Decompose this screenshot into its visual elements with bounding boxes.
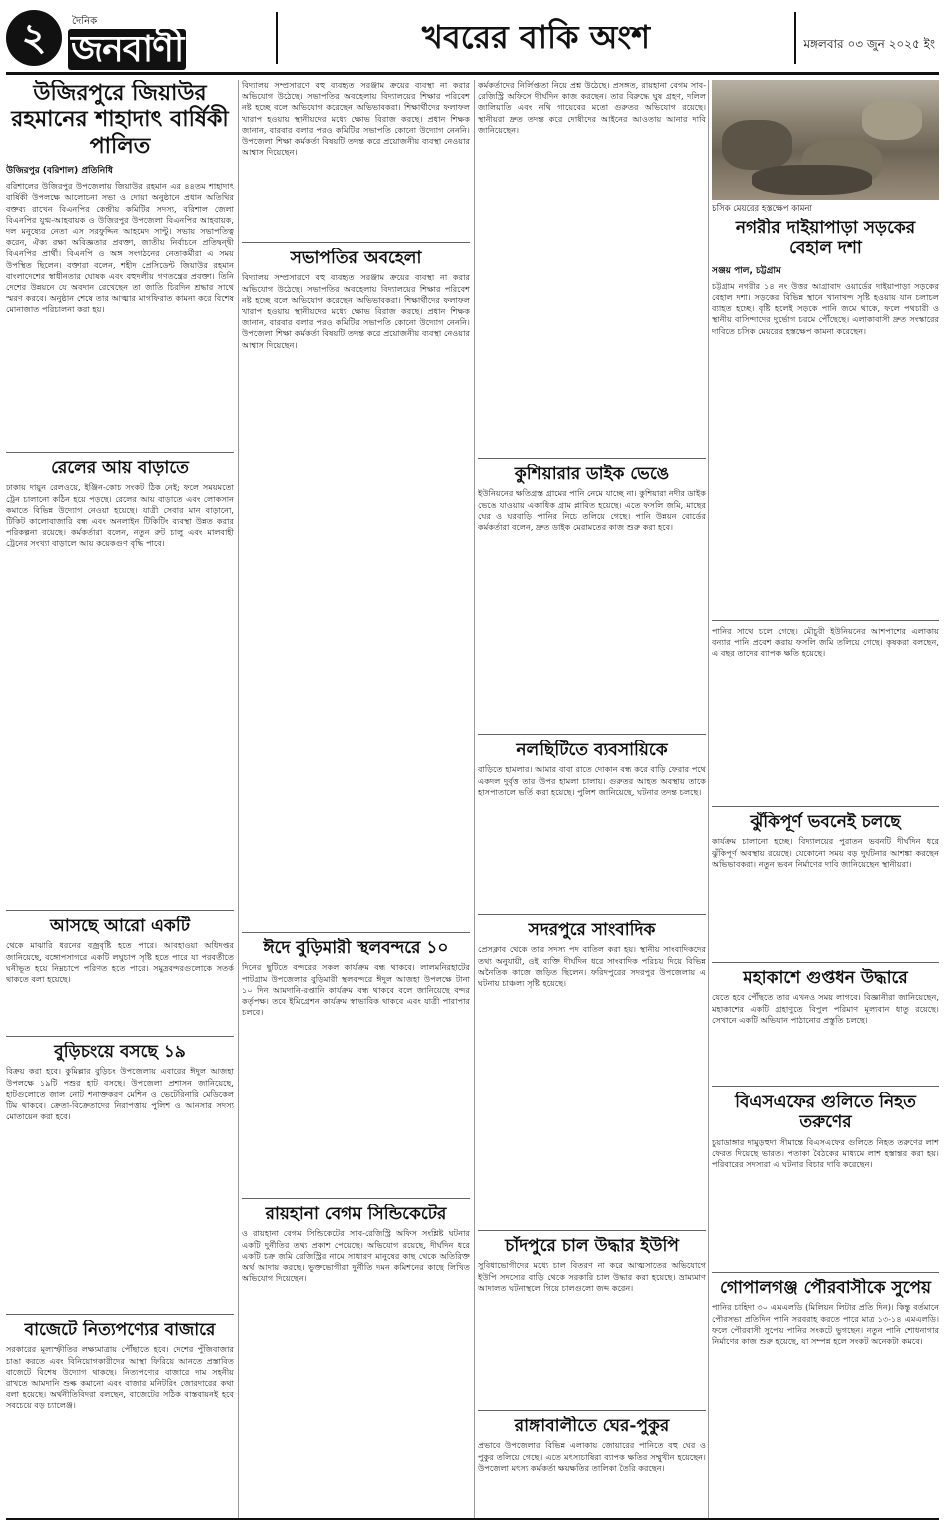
- story-raihana-syndicate: [242, 1204, 470, 1518]
- article-body: বরিশালের উজিরপুর উপজেলায় জিয়াউর রহমান এর ৪৪তম শাহাদাৎ বার্ষিকী উপলক্ষে আলোচনা সভা ও দোয়া অনুষ্ঠানে প্রধান অতিথির বক্তব্য রাখেন বিএনপির কেন্দ্রীয় কমিটির সদস্য, বরিশাল জেলা বিএনপির যুগ্ম-আহবায়ক ও উজিরপুর উপজেলা বিএনপির আহবায়ক, দল মনুষ্যের নেতা এস সরফুদ্দিন আহমেদ সান্টু। সভায় সভাপতিত্ব করেন, ঐক্য রক্ষা অবিজ্ঞতার প্রবক্তা, জাতীয় নির্বাচনে প্রতিদ্বন্দ্বী বিএনপির প্রার্থী। বিএনপি ও অঙ্গ সংগঠনের নেতাকর্মীরা এ সময় উপস্থিত ছিলেন। বক্তারা বলেন, শহীদ প্রেসিডেন্ট জিয়াউর রহমান বাংলাদেশের স্বাধীনতার ঘোষক এবং বহুদলীয় গণতন্ত্রের প্রবক্তা। তিনি দেশের উন্নয়নে যে অবদান রেখেছেন তা জাতি চিরদিন শ্রদ্ধার সাথে স্মরণ করবে। অনুষ্ঠান শেষে তার আত্মার মাগফিরাত কামনা করে বিশেষ মোনাজাত পরিচালনা করা হয়।: [6, 181, 234, 315]
- story-kushiyara-dike: [478, 464, 706, 730]
- story-divider: [6, 1314, 234, 1315]
- dateline: মঙ্গলবার ০৩ জুন ২০২৫ ইং: [803, 37, 935, 51]
- article-body: প্রভাবে উপজেলার বিভিন্ন এলাকায় জোয়ারের পানিতে বহু ঘের ও পুকুর তলিয়ে গেছে। এতে মৎস্যচাষিরা ব্যাপক ক্ষতির সম্মুখীন হয়েছেন। উপজেলা মৎস্য কর্মকর্তা ক্ষয়ক্ষতির তালিকা তৈরি করছেন।: [478, 1440, 706, 1473]
- byline: সঞ্জয় পাল, চট্টগ্রাম: [712, 265, 781, 276]
- story-mouchuri-continued: [712, 626, 939, 802]
- story-divider: [712, 1086, 939, 1087]
- headline: উজিরপুরে জিয়াউর রহমানের শাহাদাৎ বার্ষিকী পালিত: [11, 80, 229, 159]
- article-body: দিনের ছুটিতে বন্দরের সকল কার্যক্রম বন্ধ থাকবে। লালমনিরহাটের পাটগ্রাম উপজেলার বুড়িমারী স্থলবন্দরে ঈদুল আজহা উপলক্ষে টানা ১০ দিন আমদানি-রপ্তানি কার্যক্রম বন্ধ থাকবে বলে জানিয়েছে বন্দর কর্তৃপক্ষ। তবে ইমিগ্রেশন কার্যক্রম স্বাভাবিক থাকবে এবং যাত্রী পারাপার চলবে।: [242, 962, 470, 1018]
- column-2: [242, 80, 470, 1518]
- story-divider: [712, 806, 939, 807]
- story-divider: [6, 452, 234, 453]
- story-divider: [242, 1198, 470, 1199]
- story-divider: [712, 962, 939, 963]
- headline: সদরপুরে সাংবাদিক: [528, 920, 656, 940]
- story-space-treasure: [712, 968, 939, 1082]
- headline: মহাকাশে গুপ্তধন উদ্ধারে: [743, 968, 908, 988]
- story-divider: [712, 620, 939, 621]
- article-body: সরকারের মূল্যস্ফীতির লক্ষ্যমাত্রায় পৌঁছাতে হবে। দেশের পুঁজিবাজার চাঙা করতে এবং বিনিয়োগকারীদের আস্থা ফিরিয়ে আনতে প্রস্তাবিত বাজেটে বিশেষ উদ্যোগ থাকছে। নিত্যপণ্যের বাজারে দাম সহনীয় রাখতে আমদানি শুল্ক কমানো এবং বাজার মনিটরিং জোরদারের কথা বলা হয়েছে। অর্থনীতিবিদরা বলছেন, বাজেটের সঠিক বাস্তবায়নই হবে সবচেয়ে বড় চ্যালেঞ্জ।: [6, 1344, 234, 1411]
- headline: চাঁদপুরে চাল উদ্ধার ইউপি: [505, 1236, 679, 1256]
- story-rail-income: [6, 458, 234, 906]
- story-daiyapara-road: [712, 218, 939, 616]
- headline: রায়হানা বেগম সিন্ডিকেটের: [265, 1204, 447, 1224]
- headline: বাজেটে নিত্যপণ্যের বাজারে: [24, 1320, 216, 1340]
- column-divider: [474, 80, 475, 1518]
- story-divider: [712, 1272, 939, 1273]
- column-3: [478, 80, 706, 1518]
- story-budget-market: [6, 1320, 234, 1518]
- story-divider: [6, 910, 234, 911]
- story-divider: [478, 734, 706, 735]
- article-body: পানির চাহিদা ৩০ এমএলডি (মিলিয়ন লিটার প্রতি দিন)। কিন্তু বর্তমানে পৌরসভা প্রতিদিন পানি সরবরাহ করতে পারে মাত্র ১৩-১৪ এমএলডি। ফলে পৌরবাসী সুপেয় পানির সংকটে ভুগছেন। নতুন পানি শোধনাগার নির্মাণের কাজ শুরু হয়েছে, যা সম্পন্ন হলে সংকট অনেকটা কমবে।: [712, 1302, 939, 1346]
- story-divider: [6, 1036, 234, 1037]
- story-rangabali-fishery: [478, 1416, 706, 1518]
- section-title: খবরের বাকি অংশ: [276, 12, 796, 64]
- story-divider: [478, 1230, 706, 1231]
- article-body: সুবিধাভোগীদের মধ্যে চাল বিতরণ না করে আত্মসাতের অভিযোগে ইউপি সদস্যের বাড়ি থেকে সরকারি চাল উদ্ধার করা হয়েছে। ভ্রাম্যমাণ আদালত ঘটনাস্থলে গিয়ে চালগুলো জব্দ করেন।: [478, 1260, 706, 1293]
- headline: বুড়িচংয়ে বসছে ১৯: [54, 1042, 186, 1062]
- article-body: বিদ্যালয় সম্প্রসারণে বহু ব্যবহৃত সরঞ্জাম ক্রয়ের ব্যবস্থা না করার অভিযোগ উঠেছে। সভাপতির অবহেলায় বিদ্যালয়ের শিক্ষার পরিবেশ নষ্ট হচ্ছে বলে অভিযোগ করেছেন অভিভাবকরা। শিক্ষার্থীদের ফলাফল খারাপ হওয়ায় স্থানীয়দের মধ্যে ক্ষোভ বিরাজ করছে। প্রধান শিক্ষক জানান, বারবার বলার পরও কমিটির সভাপতি কোনো উদ্যোগ নেননি। উপজেলা শিক্ষা কর্মকর্তা বিষয়টি তদন্ত করে প্রয়োজনীয় ব্যবস্থা নেওয়ার আশ্বাস দিয়েছেন।: [242, 272, 470, 350]
- headline: রাঙ্গাবালীতে ঘের-পুকুর: [514, 1416, 670, 1436]
- article-body: বিক্রয় করা হবে। কুমিল্লার বুড়িচং উপজেলায় এবারের ঈদুল আজহা উপলক্ষে ১৯টি পশুর হাট বসছে। উপজেলা প্রশাসন জানিয়েছে, হাটগুলোতে জাল নোট শনাক্তকরণ মেশিন ও ভেটেরিনারি মেডিকেল টিম থাকবে। ক্রেতা-বিক্রেতাদের নিরাপত্তায় পুলিশ ও আনসার সদস্য মোতায়েন করা হবে।: [6, 1066, 234, 1122]
- column-1: [6, 80, 234, 1518]
- masthead-rule: [6, 72, 939, 75]
- article-body: বিদ্যালয় সম্প্রসারণে বহু ব্যবহৃত সরঞ্জাম ক্রয়ের ব্যবস্থা না করার অভিযোগ উঠেছে। সভাপতির অবহেলায় বিদ্যালয়ের শিক্ষার পরিবেশ নষ্ট হচ্ছে বলে অভিযোগ করেছেন অভিভাবকরা। শিক্ষার্থীদের ফলাফল খারাপ হওয়ায় স্থানীয়দের মধ্যে ক্ষোভ বিরাজ করছে। প্রধান শিক্ষক জানান, বারবার বলার পরও কমিটির সভাপতি কোনো উদ্যোগ নেননি। উপজেলা শিক্ষা কর্মকর্তা বিষয়টি তদন্ত করে প্রয়োজনীয় ব্যবস্থা নেওয়ার আশ্বাস দিয়েছেন।: [242, 80, 470, 158]
- photo-caption: চসিক মেয়রের হস্তক্ষেপ কামনা: [712, 204, 812, 214]
- story-sadarpur-journalist: [478, 920, 706, 1226]
- headline: বিএসএফের গুলিতে নিহত তরুণের: [735, 1092, 916, 1133]
- article-body: যেতে হবে পৌঁছতে তার এখনও সময় লাগবে। বিজ্ঞানীরা জানিয়েছেন, মহাকাশের একটি গ্রহাণুতে বিপুল পরিমাণ মূল্যবান ধাতু রয়েছে। সেখানে একটি অভিযান পাঠানোর প্রস্তুতি চলছে।: [712, 992, 939, 1025]
- story-divider: [478, 914, 706, 915]
- headline: নলছিটিতে ব্যবসায়িকে: [516, 740, 668, 760]
- story-divider: [478, 1410, 706, 1411]
- story-burimari: [242, 938, 470, 1194]
- news-photo: [712, 80, 939, 200]
- article-body: ইউনিয়নের ক্ষতিগ্রস্ত গ্রামের পানি নেমে যাচ্ছে না। কুশিয়ারা নদীর ডাইক ভেঙে যাওয়ায় একাধিক গ্রাম প্লাবিত হয়েছে। এতে ফসলি জমি, মাছের ঘের ও ঘরবাড়ি পানির নিচে তলিয়ে গেছে। পানি উন্নয়ন বোর্ডের কর্মকর্তারা বলেন, দ্রুত ডাইক মেরামতের কাজ শুরু করা হবে।: [478, 488, 706, 532]
- story-divider: [242, 932, 470, 933]
- article-body: পানির সাথে চলে গেছে। মৌচুরী ইউনিয়নের আশপাশের এলাকায় বন্যার পানি প্রবেশ করায় ফসলি জমি তলিয়ে গেছে। কৃষকরা বলছেন, এ বছর তাদের ব্যাপক ক্ষতি হয়েছে।: [712, 626, 939, 659]
- story-risky-building: [712, 812, 939, 958]
- page-number: ২: [6, 10, 62, 66]
- story-bsf-killing: [712, 1092, 939, 1268]
- headline: নগরীর দাইয়াপাড়া সড়কের বেহাল দশা: [735, 218, 916, 259]
- column-divider: [238, 80, 239, 1518]
- article-body: ও রায়হানা বেগম সিন্ডিকেটের সাব-রেজিস্ট্রি অফিস সংশ্লিষ্ট ঘটনার একটি দুর্নীতির তথ্য প্রকাশ পেয়েছে। অভিযোগ রয়েছে, দীর্ঘদিন ধরে একটি চক্র জমি রেজিস্ট্রির নামে সাধারণ মানুষের কাছ থেকে অতিরিক্ত অর্থ আদায় করছে। ভুক্তভোগীরা দুর্নীতি দমন কমিশনের কাছে লিখিত অভিযোগ দিয়েছেন।: [242, 1228, 470, 1284]
- newspaper-logo: জনবাণী: [68, 22, 186, 82]
- story-nalchity-trader: [478, 740, 706, 910]
- headline: ঝুঁকিপূর্ণ ভবনেই চলছে: [750, 812, 901, 832]
- headline: কুশিয়ারার ডাইক ভেঙে: [514, 464, 670, 484]
- article-body: প্রেসক্লাব থেকে তার সদস্য পদ বাতিল করা হয়। স্থানীয় সাংবাদিকদের তথ্য অনুযায়ী, ওই ব্যক্তি দীর্ঘদিন ধরে সাংবাদিক পরিচয় দিয়ে বিভিন্ন অনৈতিক কাজে জড়িত ছিলেন। ফরিদপুরের সদরপুর উপজেলায় এ ঘটনায় চাঞ্চল্য সৃষ্টি হয়েছে।: [478, 944, 706, 988]
- story-continued-raihana: [478, 80, 706, 454]
- article-body: কর্মকর্তাদের নির্লিপ্ততা নিয়ে প্রশ্ন উঠেছে। প্রসঙ্গত, রায়হানা বেগম সাব-রেজিস্ট্রি অফিসে দীর্ঘদিন কাজ করছেন। তার বিরুদ্ধে ঘুষ গ্রহণ, দলিল জালিয়াতি এবং নথি গায়েবের মতো গুরুতর অভিযোগ রয়েছে। স্থানীয়রা দ্রুত তদন্ত করে দোষীদের আইনের আওতায় আনার দাবি জানিয়েছেন।: [478, 80, 706, 135]
- footer-rule: [6, 1518, 939, 1520]
- story-ziaur-rahman: [6, 80, 234, 450]
- story-continued-top: [242, 80, 470, 238]
- story-president-negligence: [242, 248, 470, 928]
- article-body: ঢাকায় দায়ুন রেলওয়ে, ইঞ্জিন-কোচ সংকট ঠিক নেই; ফলে সময়মতো ট্রেন চালানো কঠিন হয়ে পড়ছে। রেলের আয় বাড়াতে এবং লোকসান কমাতে বিভিন্ন উদ্যোগ নেওয়া হয়েছে। যাত্রী সেবার মান বাড়ানো, টিকিট কালোবাজারি বন্ধ এবং অনলাইন টিকিটিং ব্যবস্থা উন্নত করার পরিকল্পনা রয়েছে। কর্মকর্তারা বলেন, নতুন রুট চালু এবং মালবাহী ট্রেনের সংখ্যা বাড়ালে আয় কয়েকগুণ বৃদ্ধি পাবে।: [6, 482, 234, 549]
- headline: রেলের আয় বাড়াতে: [51, 458, 189, 478]
- article-body: চুয়াডাঙ্গার দামুড়হুদা সীমান্তে বিএসএফের গুলিতে নিহত তরুণের লাশ ফেরত দিয়েছে ভারত। পতাকা বৈঠকের মাধ্যমে লাশ হস্তান্তর করা হয়। পরিবারের সদস্যরা এ ঘটনার বিচার দাবি করেছেন।: [712, 1136, 939, 1170]
- headline: ঈদে বুড়িমারী স্থলবন্দরে ১০: [263, 938, 449, 958]
- article-body: বাড়িতে হামলার। আমার বাবা রাতে দোকান বন্ধ করে বাড়ি ফেরার পথে একদল দুর্বৃত্ত তার উপর হামলা চালায়। গুরুতর আহত অবস্থায় তাকে হাসপাতালে ভর্তি করা হয়েছে। পুলিশ জানিয়েছে, ঘটনার তদন্ত চলছে।: [478, 764, 706, 797]
- story-burichang: [6, 1042, 234, 1310]
- byline: উজিরপুর (বরিশাল) প্রতিনিধি: [6, 166, 113, 177]
- article-body: চট্টগ্রাম নগরীর ১৪ নং উত্তর আগ্রাবাদ ওয়ার্ডের দাইয়াপাড়া সড়কের বেহাল দশা। সড়কের বিভিন্ন স্থানে খানাখন্দ সৃষ্টি হওয়ায় যান চলাচল ব্যাহত হচ্ছে। বৃষ্টি হলেই সড়কে পানি জমে থাকে, ফলে পথচারী ও স্থানীয় বাসিন্দাদের দুর্ভোগ চরমে পৌঁছেছে। এলাকাবাসী দ্রুত সংস্কারের দাবিতে চসিক মেয়রের হস্তক্ষেপ কামনা করেছেন।: [712, 280, 939, 336]
- headline: গোপালগঞ্জ পৌরবাসীকে সুপেয়: [719, 1278, 932, 1298]
- story-divider: [478, 458, 706, 459]
- logo-daily-label: দৈনিক: [72, 16, 98, 27]
- masthead: [6, 6, 939, 72]
- article-body: থেকে মাঝারি ধরনের বজ্রবৃষ্টি হতে পারে। আবহাওয়া অধিদপ্তর জানিয়েছে, বঙ্গোপসাগরে একটি লঘুচাপ সৃষ্টি হতে পারে যা পরবর্তীতে ঘনীভূত হয়ে নিম্নচাপে পরিণত হতে পারে। সমুদ্রবন্দরগুলোকে সতর্ক থাকতে বলা হয়েছে।: [6, 940, 234, 984]
- story-chandpur-rice: [478, 1236, 706, 1406]
- story-divider: [242, 242, 470, 243]
- article-body: কার্যক্রম চালানো হচ্ছে। বিদ্যালয়ের পুরাতন ভবনটি দীর্ঘদিন ধরে ঝুঁকিপূর্ণ অবস্থায় রয়েছে। যেকোনো সময় বড় দুর্ঘটনার আশঙ্কা করছেন অভিভাবকরা। নতুন ভবন নির্মাণের দাবি জানিয়েছেন স্থানীয়রা।: [712, 836, 939, 869]
- story-gopalganj-water: [712, 1278, 939, 1518]
- column-4: [712, 80, 939, 1518]
- headline: আসছে আরো একটি: [50, 916, 190, 936]
- story-another-coming: [6, 916, 234, 1032]
- headline: সভাপতির অবহেলা: [290, 248, 422, 268]
- column-divider: [708, 80, 709, 1518]
